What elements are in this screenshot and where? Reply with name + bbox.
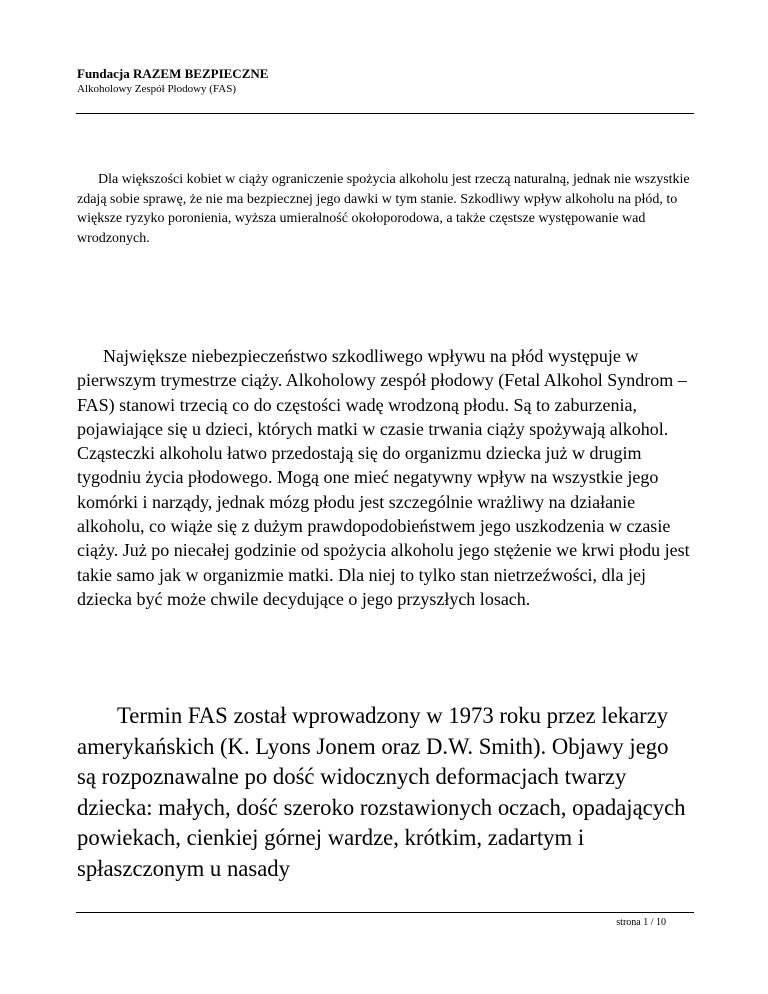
paragraph-intro xyxy=(77,170,692,248)
paragraph-fas-term xyxy=(77,701,692,885)
header-divider xyxy=(76,113,694,114)
document-subtitle: Alkoholowy Zespół Płodowy (FAS) xyxy=(77,83,236,95)
paragraph-intro-text: Dla większości kobiet w ciąży ograniczenie spożycia alkoholu jest rzeczą naturalną, jednak nie wszystkie zdają sobie sprawę, że nie ma bezpiecznej jego dawki w tym stanie. Szkodliwy wpływ alkoholu na płód, to większe ryzyko poronienia, wyższa umieralność okołoporodowa, a także częstsze występowanie wad wrodzonych. xyxy=(77,172,690,246)
paragraph-fas-term-text: Termin FAS został wprowadzony w 1973 roku przez lekarzy amerykańskich (K. Lyons Jonem oraz D.W. Smith). Objawy jego są rozpoznawalne po dość widocznych deformacjach twarzy dziecka: małych, dość szeroko rozstawionych oczach, opadających powiekach, cienkiej górnej wardze, krótkim, zadartym i spłaszczonym u nasady xyxy=(77,703,686,881)
document-header xyxy=(77,66,268,97)
paragraph-risk-text: Największe niebezpieczeństwo szkodliwego wpływu na płód występuje w pierwszym trymestrze ciąży. Alkoholowy zespół płodowy (Fetal Alkohol Syndrom – FAS) stanowi trzecią co do częstości wadę wrodzoną płodu. Są to zaburzenia, pojawiające się u dzieci, których matki w czasie trwania ciąży spożywają alkohol. Cząsteczki alkoholu łatwo przedostają się do organizmu dziecka już w drugim tygodniu życia płodowego. Mogą one mieć negatywny wpływ na wszystkie jego komórki i narządy, jednak mózg płodu jest szczególnie wrażliwy na działanie alkoholu, co wiąże się z dużym prawdopodobieństwem jego uszkodzenia w czasie ciąży. Już po niecałej godzinie od spożycia alkoholu jego stężenie we krwi płodu jest takie samo jak w organizmie matki. Dla niej to tylko stan nietrzeźwości, dla jej dziecka być może chwile decydujące o jego przyszłych losach. xyxy=(77,346,690,609)
footer-divider xyxy=(76,912,694,913)
paragraph-risk xyxy=(77,344,692,611)
organization-name: Fundacja RAZEM BEZPIECZNE xyxy=(77,66,269,81)
page-number: strona 1 / 10 xyxy=(616,917,666,928)
